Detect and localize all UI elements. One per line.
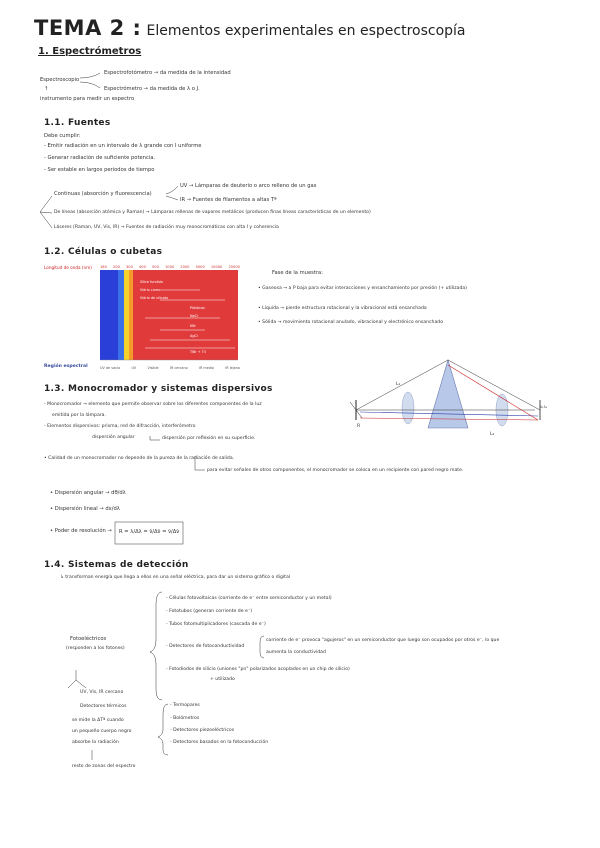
fase-solida: • Sólida → movimiento rotacional anulado, vibracional y electrónico ensanchado: [258, 320, 443, 325]
detector-item: - Tubos fotomultiplicadores (cascada de e⁻): [166, 622, 266, 627]
fuentes-bullet-1: - Emitir radiación en un intervalo de λ grande con I uniforme: [44, 143, 202, 149]
region-label: UV: [131, 366, 137, 370]
instrumento-text: instrumento para medir un espectro: [40, 96, 135, 102]
section-1-3-heading: 1.3. Monocromador y sistemas dispersivos: [44, 384, 273, 394]
wavelength-ticks: [100, 265, 240, 269]
region-label: IR lejano: [225, 366, 240, 370]
section-1-4-heading: 1.4. Sistemas de detección: [44, 560, 189, 570]
slit-label: R: [357, 424, 361, 429]
region-label: IR cercano: [169, 366, 188, 370]
dispersion-lineal: • Dispersión lineal → dx/dλ: [50, 506, 120, 512]
continuas-uv: UV → Lámparas de deuterio o arco relleno de un gas: [180, 183, 317, 189]
title-main: TEMA 2 :: [34, 16, 142, 40]
cell-material-label: Vidrio corex: [140, 288, 161, 292]
termicos-range: resto de zonas del espectro: [72, 764, 136, 769]
fotoconductividad-note-2: aumenta la conductividad: [266, 650, 326, 655]
termico-item: - Detectores basados en la fotoconducción: [170, 740, 269, 745]
lens-2-label: L₂: [490, 432, 495, 437]
tick-label: 10000: [210, 265, 223, 269]
calidad-text-2: para evitar señales de otros componentes, el monocromador se coloca en un recipiente con pared negro mate.: [207, 468, 464, 473]
detector-item: - Fototubos (generan corriente de e⁻): [166, 609, 253, 614]
fotoconductividad-note: corriente de e⁻ provoca "agujeros" en un semiconductor que luego son ocupados por otros e⁻, lo que: [266, 638, 500, 643]
cell-materials-chart: [100, 270, 238, 360]
espectrofotometro-text: Espectrofotómetro → da medida de la intensidad: [104, 70, 231, 76]
region-label: Visible: [147, 366, 159, 370]
deteccion-intro: ↳ transforman energía que llega a ellos en una señal eléctrica, para dar un sistema gráfico o digital: [60, 575, 291, 580]
up-arrow: ↑: [44, 86, 49, 92]
continuas-ir: IR → Fuentes de filamentos a altas Tª: [180, 197, 277, 203]
cell-material-label: NaCl: [190, 314, 198, 318]
dispersion-reflexion-text: dispersión por reflexión en su superficie.: [162, 436, 256, 441]
fuentes-bullet-3: - Ser estable en largos periodos de tiempo: [44, 167, 155, 173]
region-espectral-label: Región espectral: [44, 364, 88, 369]
tick-label: 400: [139, 265, 146, 269]
tick-label: 200: [113, 265, 120, 269]
termicos-desc-2: un pequeño cuerpo negro: [72, 729, 132, 734]
fotoelectricos-label: Fotoeléctricos: [70, 636, 107, 642]
tick-label: 2000: [180, 265, 190, 269]
mono-bullet-1: - Monocromador → elemento que permite observar sobre los diferentes componentes de la luz: [44, 402, 262, 407]
tick-label: 180: [100, 265, 107, 269]
detector-item: - Fotodiodos de silicio (uniones "pn" polarizados acoplados en un chip de silicio): [166, 667, 350, 672]
tick-label: 5000: [195, 265, 205, 269]
mono-bullet-1b: emitida por la lámpara.: [52, 413, 106, 418]
detector-item-note: + utilizado: [210, 677, 235, 682]
termicos-desc-3: absorbe la radiación: [72, 740, 119, 745]
page-title: [34, 16, 466, 40]
lens-1-label: L₁: [396, 382, 401, 387]
cell-material-label: Plásticos: [190, 306, 205, 310]
section-1-1-heading: 1.1. Fuentes: [44, 118, 111, 128]
fase-gaseosa: • Gaseosa → a P baja para evitar interacciones y ensanchamiento por presión (+ utilizada): [258, 286, 467, 291]
continuas-label: Continuas (absorción y fluorescencia): [54, 191, 152, 197]
lineas-text: De líneas (absorción atómica y Raman) → Lámparas rellenas de vapores metálicos (producen finas líneas características de un elemento): [54, 210, 371, 215]
cell-material-label: Vidrio de silicato: [140, 296, 169, 300]
fase-liquida: • Líquida → pierde estructura rotacional y la vibracional está ensanchada: [258, 306, 427, 311]
fase-heading: Fase de la muestra:: [272, 270, 323, 276]
region-label: UV de vacío: [100, 366, 121, 370]
detector-item: - Células fotovoltaicas (corriente de e⁻ entre semiconductor y un metal): [166, 596, 332, 601]
cell-material-label: AgCl: [190, 334, 198, 338]
region-labels: [100, 366, 240, 370]
tick-label: 1000: [165, 265, 175, 269]
resolution-formula: R = λ/Δλ = ν̄/Δν̄ = ν̄/Δν̄: [119, 529, 180, 535]
fotoelectricos-sub: (responden a los fotones): [66, 646, 125, 651]
cell-material-label: KBr: [190, 324, 196, 328]
tick-label: 500: [152, 265, 159, 269]
dispersion-angular-text: dispersión angular: [92, 435, 135, 440]
calidad-text: • Calidad de un monocromador no depende de la pureza de la radiación de salida.: [44, 456, 235, 461]
fuentes-bullet-2: - Generar radiación de suficiente potencia.: [44, 155, 156, 161]
poder-resolucion: • Poder de resolución →: [50, 528, 112, 534]
prism-diagram: [350, 360, 540, 428]
fuentes-intro: Debe cumplir:: [44, 133, 81, 139]
termicos-desc-1: se mide la ΔTª cuando: [72, 718, 124, 723]
termico-item: - Termopares: [170, 703, 200, 708]
dispersion-angular: • Dispersión angular → dθ/dλ: [50, 490, 126, 496]
termico-item: - Detectores piezoeléctricos: [170, 728, 235, 733]
detector-item: - Detectores de fotoconductividad: [166, 644, 245, 649]
region-label: IR medio: [199, 366, 214, 370]
termico-item: - Bolómetros: [170, 716, 200, 721]
fotoelectricos-range: UV, Vis, IR cercano: [80, 690, 124, 695]
espectrometro-text: Espectrómetro → da medida de λ o J.: [104, 86, 200, 92]
cell-material-label: TlBr + TlI: [190, 350, 206, 354]
wavelength-label: λ₁λ₂: [540, 405, 548, 409]
title-rest: Elementos experimentales en espectroscopía: [146, 23, 466, 39]
longitud-label: Longitud de onda (nm): [44, 265, 92, 270]
laseres-text: Láseres (Raman, UV, Vis, IR) → Fuentes de radiación muy monocromáticas con alta I y coherencia: [54, 225, 279, 230]
section-1-2-heading: 1.2. Células o cubetas: [44, 247, 163, 257]
section-1-heading: 1. Espectrómetros: [38, 46, 142, 57]
espectroscopio-label: Espectroscopio: [40, 77, 80, 83]
tick-label: 300: [126, 265, 133, 269]
mono-bullet-2: - Elementos dispersivos: prisma, red de difracción, interferómetro: [44, 424, 196, 429]
termicos-label: Detectores térmicos: [80, 704, 127, 709]
tick-label: 25000: [228, 265, 240, 269]
cell-material-label: Sílice fundida: [140, 280, 163, 284]
